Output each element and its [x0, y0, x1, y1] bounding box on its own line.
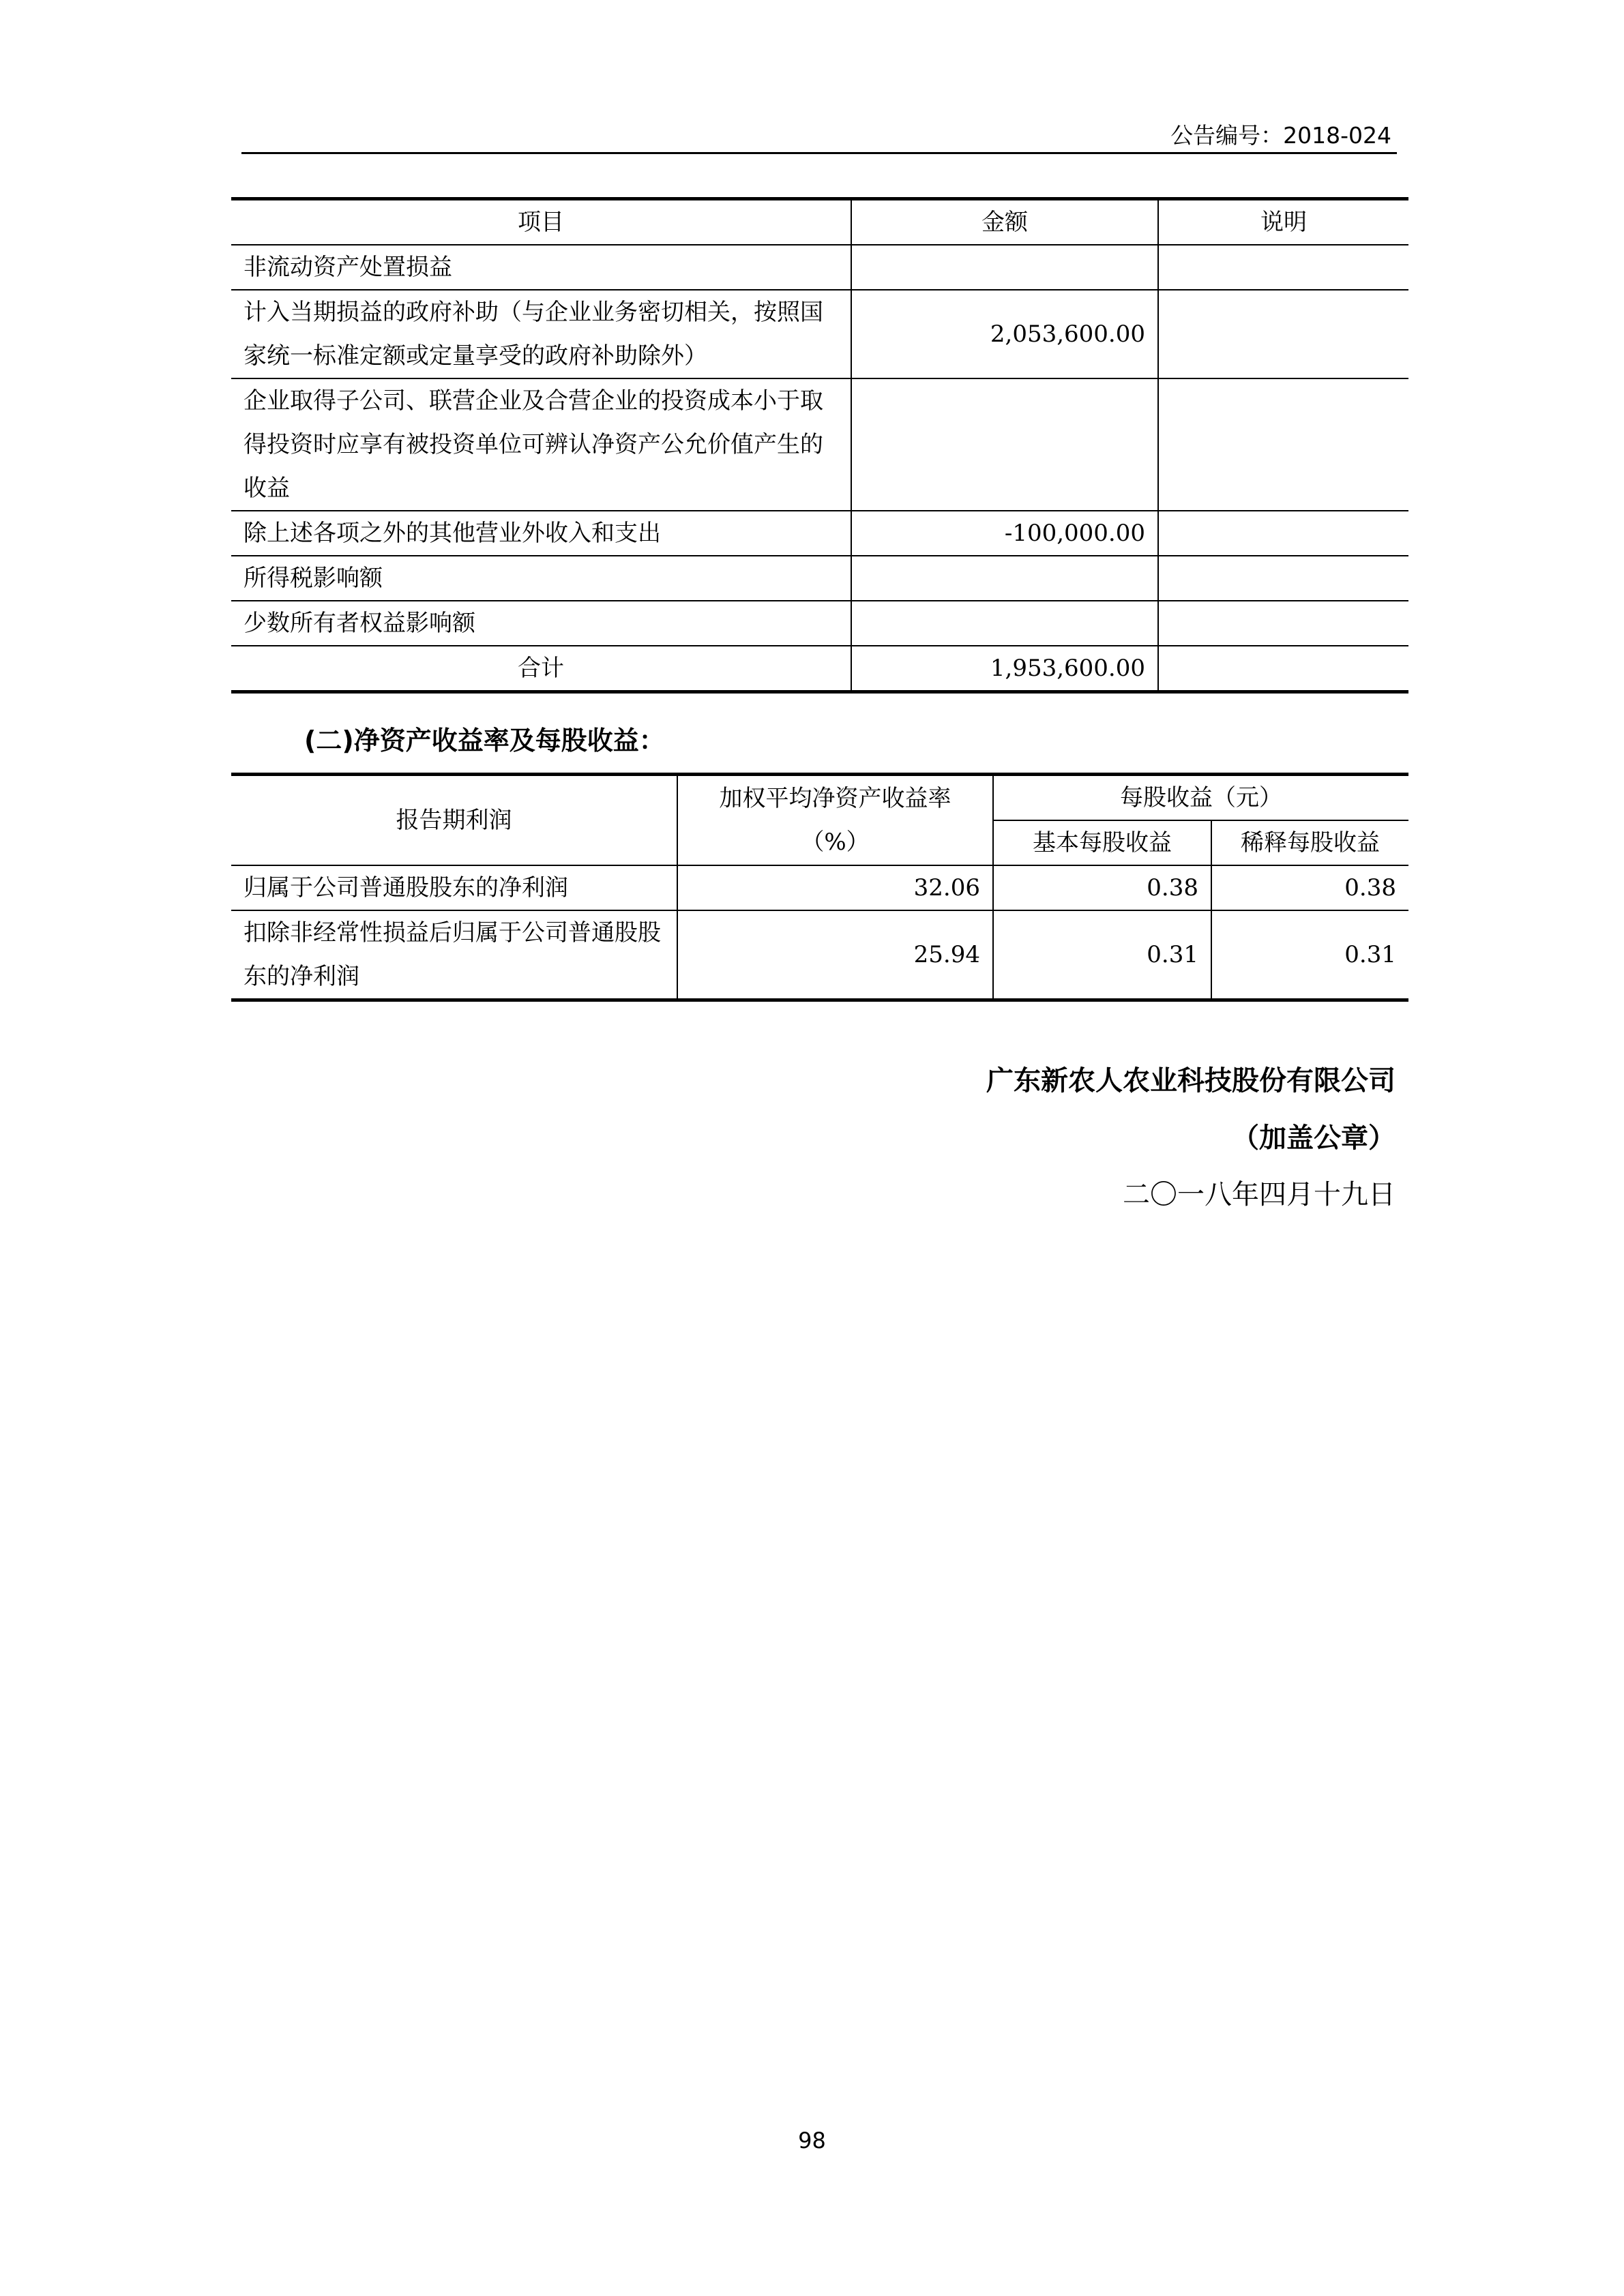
column-header-amount: 金额: [851, 199, 1158, 245]
row-note: [1158, 601, 1408, 646]
row-item: 计入当期损益的政府补助（与企业业务密切相关，按照国家统一标准定额或定量享受的政府补助除外）: [231, 290, 851, 378]
total-amount: 1,953,600.00: [851, 646, 1158, 692]
page-header: [241, 113, 1397, 154]
table-header-row: [231, 199, 1408, 245]
row-diluted-eps: 0.31: [1211, 910, 1408, 1000]
total-row: [231, 646, 1408, 692]
column-header-basic-eps: 基本每股收益: [993, 820, 1211, 865]
row-item: 非流动资产处置损益: [231, 245, 851, 290]
roe-header-label: 加权平均净资产收益率: [719, 785, 951, 812]
table-row: [231, 511, 1408, 556]
column-header-note: 说明: [1158, 199, 1408, 245]
row-roe: 25.94: [677, 910, 993, 1000]
row-note: [1158, 378, 1408, 511]
row-note: [1158, 290, 1408, 378]
row-roe: 32.06: [677, 865, 993, 910]
row-amount: [851, 556, 1158, 601]
column-header-roe: [677, 775, 993, 866]
table-row: [231, 910, 1408, 1000]
row-amount: 2,053,600.00: [851, 290, 1158, 378]
row-diluted-eps: 0.38: [1211, 865, 1408, 910]
table-row: [231, 378, 1408, 511]
row-note: [1158, 245, 1408, 290]
page-number: 98: [798, 2128, 826, 2153]
row-amount: -100,000.00: [851, 511, 1158, 556]
column-header-period-profit: 报告期利润: [231, 775, 677, 866]
column-header-eps: 每股收益（元）: [993, 775, 1408, 821]
company-name: 广东新农人农业科技股份有限公司: [986, 1065, 1396, 1097]
total-note: [1158, 646, 1408, 692]
column-header-diluted-eps: 稀释每股收益: [1211, 820, 1408, 865]
row-basic-eps: 0.31: [993, 910, 1211, 1000]
signature-date: 二〇一八年四月十九日: [1123, 1179, 1396, 1210]
seal-note: （加盖公章）: [1232, 1122, 1396, 1154]
row-amount: [851, 601, 1158, 646]
row-note: [1158, 511, 1408, 556]
total-label: 合计: [231, 646, 851, 692]
roe-eps-table: [231, 773, 1408, 1002]
non-recurring-items-table: [231, 197, 1408, 694]
row-label: 归属于公司普通股股东的净利润: [231, 865, 677, 910]
table-row: [231, 245, 1408, 290]
row-item: 企业取得子公司、联营企业及合营企业的投资成本小于取得投资时应享有被投资单位可辨认净资产公允价值产生的收益: [231, 378, 851, 511]
row-item: 所得税影响额: [231, 556, 851, 601]
row-basic-eps: 0.38: [993, 865, 1211, 910]
table-row: [231, 865, 1408, 910]
column-header-item: 项目: [231, 199, 851, 245]
table-row: [231, 601, 1408, 646]
section-title-roe-eps: (二)净资产收益率及每股收益：: [304, 726, 665, 756]
row-label: 扣除非经常性损益后归属于公司普通股股东的净利润: [231, 910, 677, 1000]
table-row: [231, 290, 1408, 378]
row-amount: [851, 378, 1158, 511]
row-item: 除上述各项之外的其他营业外收入和支出: [231, 511, 851, 556]
announcement-number: 公告编号：2018-024: [1170, 122, 1391, 149]
roe-header-unit: （%）: [801, 829, 870, 856]
row-item: 少数所有者权益影响额: [231, 601, 851, 646]
row-amount: [851, 245, 1158, 290]
row-note: [1158, 556, 1408, 601]
table-row: [231, 556, 1408, 601]
table-header-row: [231, 775, 1408, 821]
